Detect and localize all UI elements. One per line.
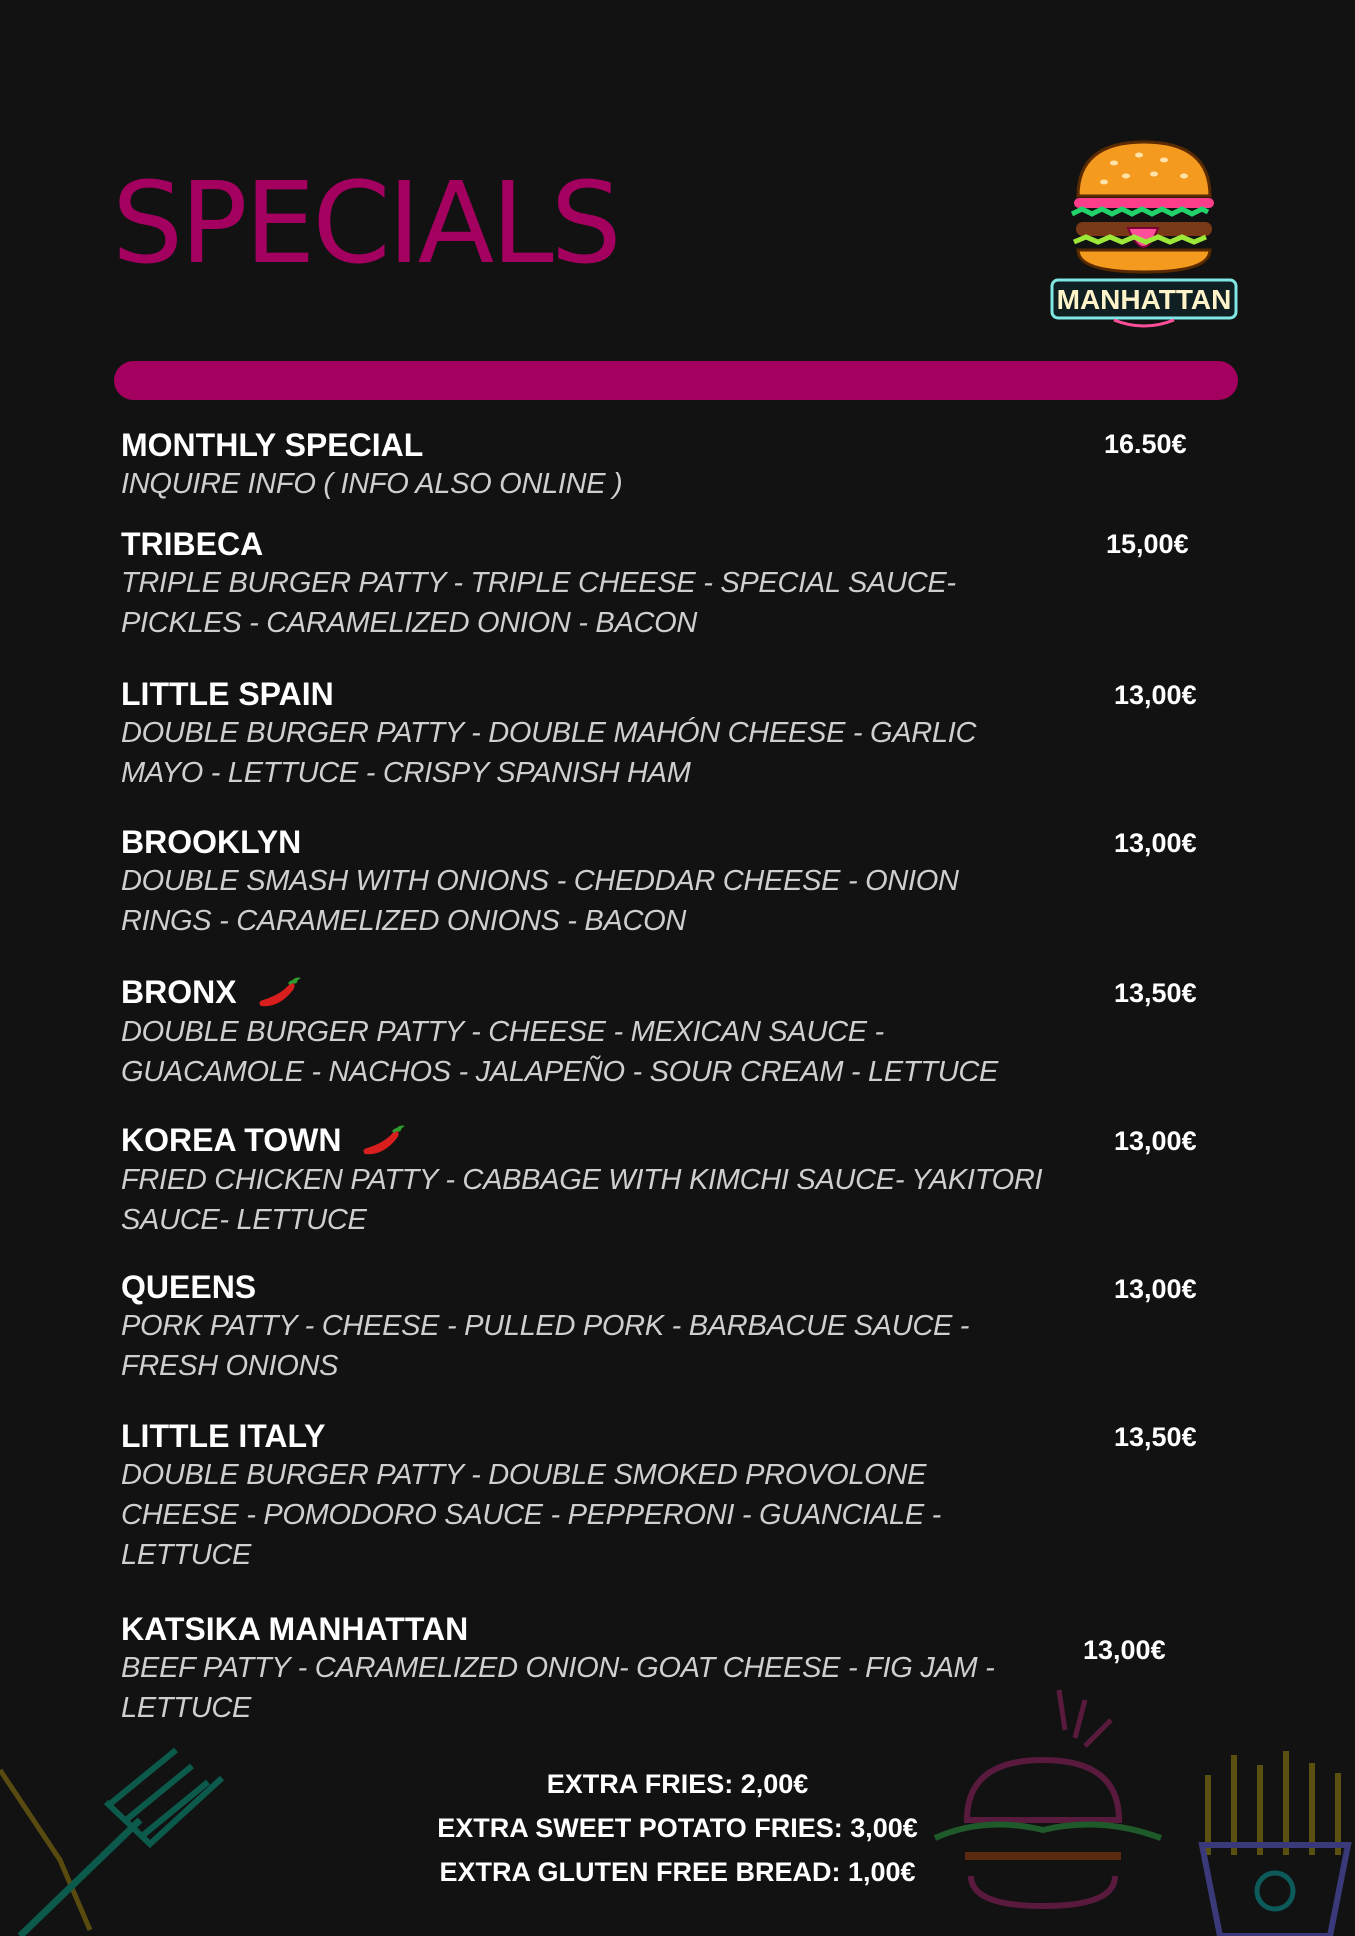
item-description-line: LETTUCE <box>121 1539 252 1571</box>
item-description-line: RINGS - CARAMELIZED ONIONS - BACON <box>121 905 687 937</box>
item-name-text: MONTHLY SPECIAL <box>121 427 424 463</box>
burger-neon-icon <box>925 1680 1175 1936</box>
item-name-text: LITTLE SPAIN <box>121 676 334 712</box>
item-description-line: GUACAMOLE - NACHOS - JALAPEÑO - SOUR CREAM - LETTUCE <box>121 1056 999 1088</box>
manhattan-logo <box>1044 138 1244 333</box>
menu-item <box>121 1417 1081 1575</box>
item-description-line: DOUBLE BURGER PATTY - CHEESE - MEXICAN SAUCE - <box>121 1016 884 1048</box>
item-price: 13,50€ <box>1114 1422 1197 1452</box>
item-description <box>121 1160 1081 1240</box>
item-name <box>121 525 1081 563</box>
item-description <box>121 1012 1081 1092</box>
item-price: 13,00€ <box>1114 1274 1197 1304</box>
chili-pepper-icon <box>255 972 307 1012</box>
fork-knife-neon-icon <box>0 1740 240 1936</box>
item-price: 13,00€ <box>1114 1126 1197 1156</box>
item-price: 13,00€ <box>1114 680 1197 710</box>
item-description-line: FRESH ONIONS <box>121 1350 339 1382</box>
item-price: 13,50€ <box>1114 978 1197 1008</box>
item-name-text: QUEENS <box>121 1269 257 1305</box>
item-description-line: DOUBLE BURGER PATTY - DOUBLE MAHÓN CHEESE - GARLIC <box>121 717 977 749</box>
item-price: 13,00€ <box>1114 828 1197 858</box>
item-description-line: MAYO - LETTUCE - CRISPY SPANISH HAM <box>121 757 691 789</box>
item-price: 13,00€ <box>1083 1635 1166 1665</box>
menu-item <box>121 823 1081 941</box>
menu-item <box>121 972 1081 1092</box>
menu-item <box>121 426 1081 504</box>
item-description <box>121 861 1081 941</box>
item-description-line: TRIPLE BURGER PATTY - TRIPLE CHEESE - SPECIAL SAUCE- <box>121 567 956 599</box>
item-description-line: PORK PATTY - CHEESE - PULLED PORK - BARBACUE SAUCE - <box>121 1310 970 1342</box>
extra-fries: EXTRA FRIES: 2,00€ <box>546 1769 809 1799</box>
item-name-text: BROOKLYN <box>121 824 302 860</box>
item-name <box>121 972 1081 1012</box>
item-name <box>121 1417 1081 1455</box>
item-name-text: TRIBECA <box>121 526 264 562</box>
extra-sweet-potato-fries: EXTRA SWEET POTATO FRIES: 3,00€ <box>437 1813 918 1843</box>
item-description <box>121 464 1081 504</box>
header-divider <box>114 361 1238 400</box>
item-description-line: CHEESE - POMODORO SAUCE - PEPPERONI - GUANCIALE - <box>121 1499 941 1531</box>
fries-neon-icon <box>1198 1745 1355 1936</box>
item-description <box>121 713 1081 793</box>
item-price: 16.50€ <box>1104 429 1187 459</box>
item-description-line: DOUBLE BURGER PATTY - DOUBLE SMOKED PROVOLONE <box>121 1459 927 1491</box>
menu-item <box>121 525 1081 643</box>
item-description-line: SAUCE- LETTUCE <box>121 1204 367 1236</box>
item-name <box>121 1268 1081 1306</box>
item-price: 15,00€ <box>1106 529 1189 559</box>
item-name <box>121 823 1081 861</box>
item-name <box>121 1120 1081 1160</box>
item-name-text: LITTLE ITALY <box>121 1418 326 1454</box>
menu-item <box>121 1268 1081 1386</box>
page-title: SPECIALS <box>112 159 619 289</box>
svg-text:MANHATTAN: MANHATTAN <box>1056 284 1232 315</box>
item-name <box>121 1610 1081 1648</box>
item-description <box>121 563 1081 643</box>
item-description <box>121 1306 1081 1386</box>
chili-pepper-icon <box>359 1120 411 1160</box>
item-description-line: INQUIRE INFO ( INFO ALSO ONLINE ) <box>121 468 623 500</box>
item-name-text: KOREA TOWN <box>121 1122 342 1158</box>
menu-item <box>121 1120 1081 1240</box>
item-name <box>121 426 1081 464</box>
item-description-line: FRIED CHICKEN PATTY - CABBAGE WITH KIMCHI SAUCE- YAKITORI <box>121 1164 1043 1196</box>
item-description-line: PICKLES - CARAMELIZED ONION - BACON <box>121 607 698 639</box>
item-name-text: KATSIKA MANHATTAN <box>121 1611 469 1647</box>
menu-item <box>121 675 1081 793</box>
item-description <box>121 1455 1081 1575</box>
item-name <box>121 675 1081 713</box>
item-description-line: BEEF PATTY - CARAMELIZED ONION- GOAT CHEESE - FIG JAM - <box>121 1652 995 1684</box>
extra-gluten-free-bread: EXTRA GLUTEN FREE BREAD: 1,00€ <box>439 1857 916 1887</box>
item-description-line: DOUBLE SMASH WITH ONIONS - CHEDDAR CHEESE - ONION <box>121 865 959 897</box>
item-description-line: LETTUCE <box>121 1692 252 1724</box>
item-name-text: BRONX <box>121 974 237 1010</box>
